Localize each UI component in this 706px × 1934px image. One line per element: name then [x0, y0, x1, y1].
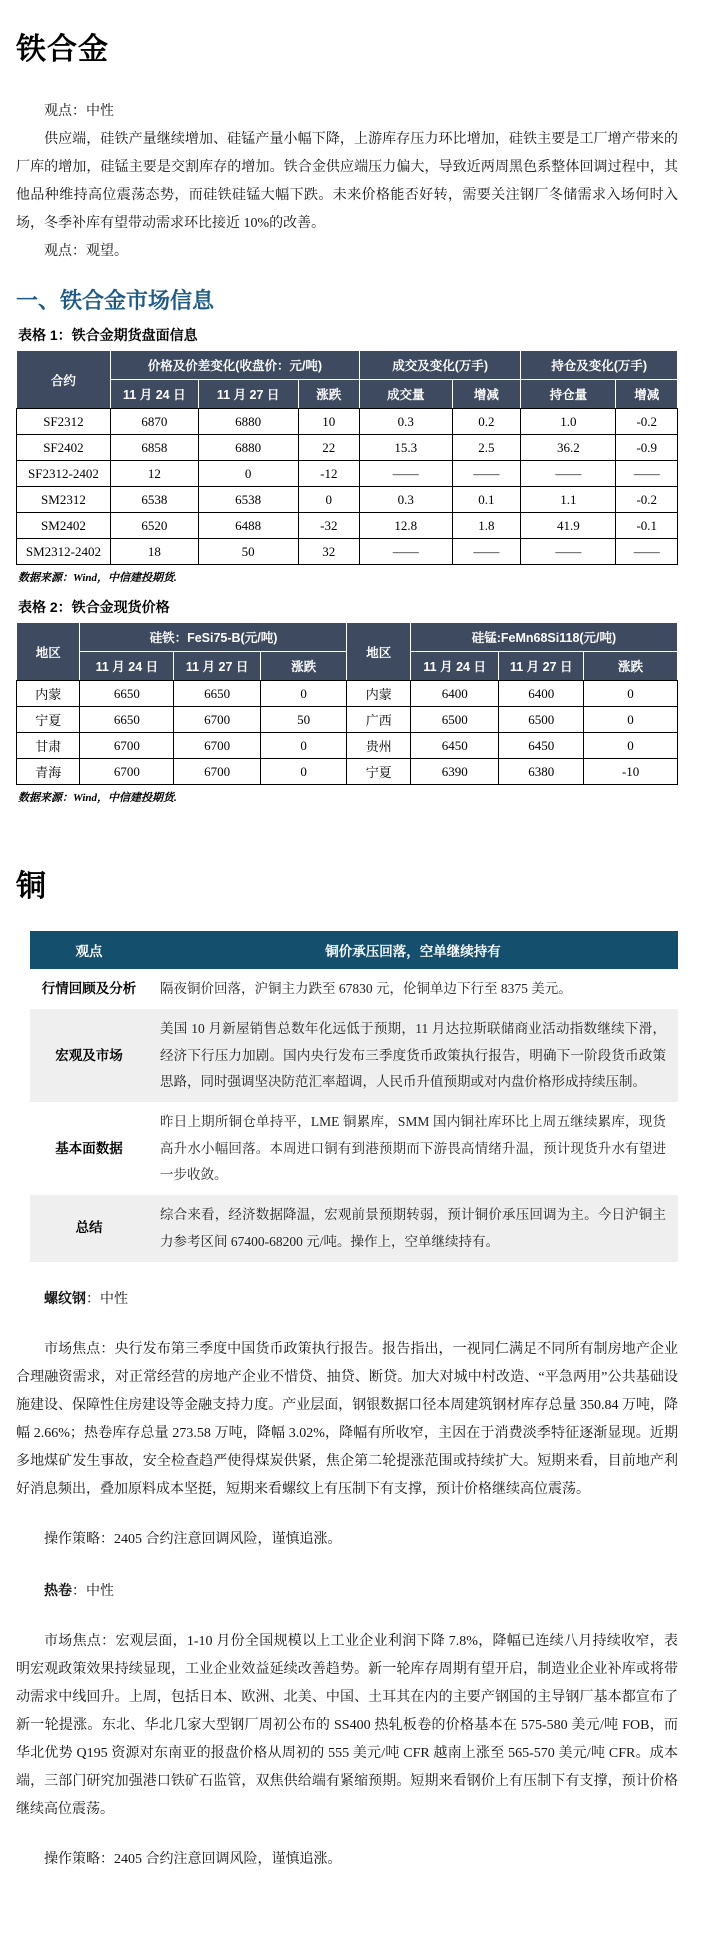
table-cell: 41.9 [521, 513, 616, 539]
table-row [17, 681, 678, 707]
col-group-price-change: 价格及价差变化(收盘价：元/吨) [110, 351, 359, 380]
table-cell: -0.2 [616, 487, 678, 513]
table-cell: 青海 [17, 759, 80, 785]
table-cell: 12 [110, 461, 198, 487]
table-cell: -12 [298, 461, 359, 487]
table-cell: —— [616, 539, 678, 565]
table-cell: —— [452, 539, 521, 565]
table-cell: 36.2 [521, 435, 616, 461]
table-cell: 0 [584, 733, 678, 759]
table-cell: 6650 [80, 681, 174, 707]
table-cell: —— [521, 461, 616, 487]
table-cell: 6450 [499, 733, 584, 759]
table-cell: 6700 [174, 733, 261, 759]
table-cell: SF2312 [17, 409, 111, 435]
table-cell: 6400 [410, 681, 499, 707]
spot-table-source: 数据来源：Wind，中信建投期货. [18, 792, 177, 804]
copper-header-viewpoint-label: 观点 [30, 931, 148, 969]
table-cell: 0.1 [452, 487, 521, 513]
table-cell: 0 [260, 733, 347, 759]
market-info-heading: 一、铁合金市场信息 [16, 288, 215, 313]
ferroalloy-analysis-paragraph: 供应端，硅铁产量继续增加、硅锰产量小幅下降，上游库存压力环比增加，硅铁主要是工厂增产带来的厂库的增加，硅锰主要是交割库存的增加。铁合金供应端压力偏大，导致近两周黑色系整体回调过程中，其他品种维持高位震荡态势，而硅铁硅锰大幅下跌。未来价格能否好转，需要关注钢厂冬储需求入场何时入场，冬季补库有望带动需求环比接近 10%的改善。 [16, 132, 678, 231]
table-cell: —— [452, 461, 521, 487]
table-cell: 行情回顾及分析 [41, 981, 137, 996]
table-cell: 22 [298, 435, 359, 461]
table-cell: 广西 [347, 707, 410, 733]
table-cell: 18 [110, 539, 198, 565]
col-header-region-left: 地区 [17, 623, 80, 681]
hotcoil-label: 热卷 [44, 1581, 72, 1598]
table-cell: 贵州 [347, 733, 410, 759]
table-cell: 美国 10 月新屋销售总数年化远低于预期，11 月达拉斯联储商业活动指数继续下滑，经济下行压力加剧。国内央行发布三季度货币政策执行报告，明确下一阶段货币政策思路，同时强调坚决防范汇率超调，人民币升值预期或对内盘价格形成持续压制。 [148, 1009, 678, 1102]
table-cell: SM2402 [17, 513, 111, 539]
table-row [30, 1102, 678, 1195]
hotcoil-strategy-line: 操作策略：2405 合约注意回调风险，谨慎追涨。 [44, 1851, 342, 1867]
ferroalloy-viewpoint-line: 观点：中性 [44, 104, 114, 119]
table-cell: 0 [584, 681, 678, 707]
table-cell: -10 [584, 759, 678, 785]
table-cell: 6400 [499, 681, 584, 707]
col-group-open-interest-change: 持仓及变化(万手) [521, 351, 678, 380]
table-cell: —— [616, 461, 678, 487]
table-row [17, 759, 678, 785]
table-cell: 50 [198, 539, 298, 565]
table-cell: 0 [260, 759, 347, 785]
hotcoil-focus-paragraph: 市场焦点：宏观层面，1-10 月份全国规模以上工业企业利润下降 7.8%，降幅已连续八月持续收窄，表明宏观政策效果持续显现，工业企业效益延续改善趋势。新一轮库存周期有望开启，制造业企业补库或将带动需求中线回升。上周，包括日本、欧洲、北美、中国、土耳其在内的主要产钢国的主导钢厂基本都宣布了新一轮提涨。东北、华北几家大型钢厂周初公布的 SS400 热轧板卷的价格基本在 575-580 美元/吨 FOB，而华北优势 Q195 资源对东南亚的报盘价格从周初的 555 美元/吨 CFR 越南上涨至 565-570 美元/吨 CFR。成本端，三部门研究加强港口铁矿石监管，双焦供给端有紧缩预期。短期来看钢价上有压制下有支撑，预计价格继续高位震荡。 [16, 1633, 678, 1817]
table-cell: 50 [260, 707, 347, 733]
table-cell: -0.9 [616, 435, 678, 461]
table-cell: 综合来看，经济数据降温，宏观前景预期转弱，预计铜价承压回调为主。今日沪铜主力参考区间 67400-68200 元/吨。操作上，空单继续持有。 [148, 1195, 678, 1262]
table-cell: 0.2 [452, 409, 521, 435]
futures-table-body [17, 409, 678, 565]
table-cell: 基本面数据 [55, 1140, 123, 1156]
col-group-fesi: 硅铁：FeSi75-B(元/吨) [80, 623, 347, 652]
table-row [17, 733, 678, 759]
table-cell: 6700 [80, 759, 174, 785]
rebar-focus-paragraph: 市场焦点：央行发布第三季度中国货币政策执行报告。报告指出，一视同仁满足不同所有制房地产企业合理融资需求，对正常经营的房地产企业不惜贷、抽贷、断贷。加大对城中村改造、“平急两用”公共基础设施建设、保障性住房建设等金融支持力度。产业层面，钢银数据口径本周建筑钢材库存总量 350.84 万吨，降幅 2.66%；热卷库存总量 273.58 万吨，降幅 3.02%，降幅有所收窄，主因在于消费淡季特征逐渐显现。近期多地煤矿发生事故，安全检查趋严使得煤炭供紧，焦企第二轮提涨范围或持续扩大。短期来看，目前地产利好消息频出，叠加原料成本坚挺，短期来看螺纹上有压制下有支撑，预计价格继续高位震荡。 [16, 1341, 678, 1497]
table-cell: 6520 [110, 513, 198, 539]
table-cell: 6488 [198, 513, 298, 539]
table-cell: —— [360, 539, 453, 565]
table-row [30, 1195, 678, 1262]
col-header-date-24: 11 月 24 日 [110, 380, 198, 409]
table-cell: 1.0 [521, 409, 616, 435]
table-cell: 0 [584, 707, 678, 733]
copper-summary-table-body [30, 969, 678, 1262]
table-cell: 6870 [110, 409, 198, 435]
copper-header-viewpoint-value: 铜价承压回落，空单继续持有 [148, 931, 678, 969]
hotcoil-heading-line [16, 1576, 678, 1606]
table-cell: 6390 [410, 759, 499, 785]
table-cell: 6880 [198, 435, 298, 461]
table-cell: 宁夏 [347, 759, 410, 785]
col-header-oi-delta: 增减 [616, 380, 678, 409]
col-header-femn-27: 11 月 27 日 [499, 652, 584, 681]
col-header-change: 涨跌 [298, 380, 359, 409]
table-cell: 总结 [30, 1195, 148, 1262]
table-cell: 0.3 [360, 487, 453, 513]
table-cell: 甘肃 [17, 733, 80, 759]
section-title-ferroalloy: 铁合金 [16, 33, 109, 66]
col-header-fesi-27: 11 月 27 日 [174, 652, 261, 681]
rebar-label: 螺纹钢 [44, 1289, 86, 1306]
table-cell: 12.8 [360, 513, 453, 539]
table-cell: -0.1 [616, 513, 678, 539]
section-title-copper: 铜 [16, 870, 47, 903]
table-cell: 32 [298, 539, 359, 565]
futures-table-source: 数据来源：Wind，中信建投期货. [18, 572, 177, 584]
table-cell: 6700 [80, 733, 174, 759]
table-row [17, 513, 678, 539]
rebar-rating: ：中性 [86, 1291, 128, 1307]
table-cell: -0.2 [616, 409, 678, 435]
col-header-femn-change: 涨跌 [584, 652, 678, 681]
spot-table-body [17, 681, 678, 785]
rebar-strategy-line: 操作策略：2405 合约注意回调风险，谨慎追涨。 [44, 1531, 342, 1547]
table-cell: SM2312-2402 [17, 539, 111, 565]
table-row [30, 969, 678, 1009]
table-cell: 1.1 [521, 487, 616, 513]
spot-table [16, 622, 678, 785]
table-cell: 15.3 [360, 435, 453, 461]
hotcoil-rating: ：中性 [72, 1583, 114, 1599]
table-cell: 1.8 [452, 513, 521, 539]
table-cell: 10 [298, 409, 359, 435]
table-cell: 6700 [174, 759, 261, 785]
table-cell: 隔夜铜价回落，沪铜主力跌至 67830 元，伦铜单边下行至 8375 美元。 [160, 981, 572, 996]
table-row [17, 539, 678, 565]
table-cell: 0 [198, 461, 298, 487]
col-header-volume-delta: 增减 [452, 380, 521, 409]
rebar-heading-line [16, 1284, 678, 1314]
table-cell: 6500 [410, 707, 499, 733]
col-header-femn-24: 11 月 24 日 [410, 652, 499, 681]
col-header-date-27: 11 月 27 日 [198, 380, 298, 409]
col-header-oi: 持仓量 [521, 380, 616, 409]
table-cell: 昨日上期所铜仓单持平，LME 铜累库，SMM 国内铜社库环比上周五继续累库，现货高升水小幅回落。本周进口铜有到港预期而下游畏高情绪升温，预计现货升水有望进一步收敛。 [160, 1114, 666, 1182]
table-cell: —— [360, 461, 453, 487]
col-header-contract: 合约 [17, 351, 111, 409]
table-cell: SF2312-2402 [17, 461, 111, 487]
col-header-fesi-24: 11 月 24 日 [80, 652, 174, 681]
table-cell: SM2312 [17, 487, 111, 513]
table-cell: 0 [260, 681, 347, 707]
col-header-region-right: 地区 [347, 623, 410, 681]
table-row [17, 461, 678, 487]
table-cell: 6538 [110, 487, 198, 513]
table-cell: 6650 [80, 707, 174, 733]
spot-table-caption: 表格 2：铁合金现货价格 [18, 599, 170, 615]
table-cell: —— [521, 539, 616, 565]
copper-summary-table [30, 931, 678, 1262]
table-cell: 内蒙 [347, 681, 410, 707]
table-row [17, 707, 678, 733]
table-cell: 6880 [198, 409, 298, 435]
table-cell: -32 [298, 513, 359, 539]
table-row [30, 1009, 678, 1102]
table-cell: 0 [298, 487, 359, 513]
futures-table-caption: 表格 1：铁合金期货盘面信息 [18, 327, 198, 343]
col-group-volume-change: 成交及变化(万手) [360, 351, 521, 380]
table-row [17, 435, 678, 461]
table-cell: 宏观及市场 [30, 1009, 148, 1102]
table-cell: 6700 [174, 707, 261, 733]
table-cell: 6450 [410, 733, 499, 759]
table-cell: SF2402 [17, 435, 111, 461]
table-row [17, 487, 678, 513]
table-cell: 内蒙 [17, 681, 80, 707]
table-cell: 6538 [198, 487, 298, 513]
table-cell: 宁夏 [17, 707, 80, 733]
col-header-fesi-change: 涨跌 [260, 652, 347, 681]
table-cell: 6500 [499, 707, 584, 733]
ferroalloy-viewpoint-line-2: 观点：观望。 [44, 244, 128, 259]
table-cell: 2.5 [452, 435, 521, 461]
table-cell: 6650 [174, 681, 261, 707]
table-row [17, 409, 678, 435]
table-cell: 0.3 [360, 409, 453, 435]
futures-table [16, 350, 678, 565]
table-cell: 6380 [499, 759, 584, 785]
col-header-volume: 成交量 [360, 380, 453, 409]
col-group-femn: 硅锰:FeMn68Si118(元/吨) [410, 623, 677, 652]
table-cell: 6858 [110, 435, 198, 461]
